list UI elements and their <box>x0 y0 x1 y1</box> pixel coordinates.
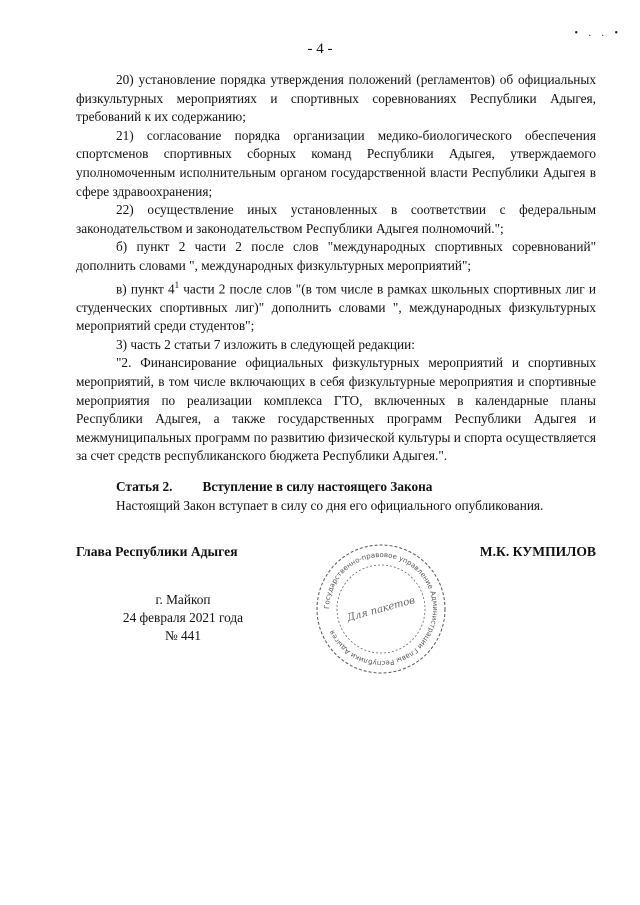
paragraph-item-3: 3) часть 2 статьи 7 изложить в следующей редакции: <box>116 336 415 352</box>
corner-marks: • . . • <box>574 28 622 39</box>
paragraph-item-20: 20) установление порядка утверждения положений (регламентов) об официальных физкультурных мероприятиях и спортивных соревнованиях Республики Адыгея, требований к их содержанию; <box>76 72 596 125</box>
article-text: Настоящий Закон вступает в силу со дня его официального опубликования. <box>116 497 544 513</box>
page-number: - 4 - <box>307 41 333 57</box>
article-heading <box>76 478 596 497</box>
signatory-position: Глава Республики Адыгея <box>76 544 238 559</box>
stamp-inner-text: Для пакетов <box>345 595 417 624</box>
item-v-rest: части 2 после слов "(в том числе в рамках школьных спортивных лиг и студенческих спортивных лиг)" дополнить словами ", международных физкультурных мероприятий среди студентов"; <box>76 280 596 334</box>
paragraph-item-b: б) пункт 2 части 2 после слов "международных спортивных соревнований" дополнить словами ", международных физкультурных мероприятий"; <box>76 239 596 273</box>
place-and-date <box>108 591 258 645</box>
city: г. Майкоп <box>155 592 211 607</box>
signatory-name: М.К. КУМПИЛОВ <box>479 544 596 559</box>
paragraph-financing: "2. Финансирование официальных физкультурных мероприятий и спортивных мероприятий, в том числе включающих в себя физкультурные мероприятия и спортивные мероприятия по реализации комплекса ГТО, включенных в календарные планы Республики Адыгея, а также государственных программ Республики Адыгея и межмуниципальных программ по развитию физической культуры и спорта осуществляется за счет средств республиканского бюджета Республики Адыгея.". <box>76 355 596 464</box>
date: 24 февраля 2021 года <box>122 610 244 625</box>
paragraph-item-22: 22) осуществление иных установленных в соответствии с федеральным законодательством и законодательством Республики Адыгея полномочий."; <box>76 202 596 236</box>
law-number: № 441 <box>165 628 201 643</box>
article-2 <box>76 478 596 515</box>
paragraph-item-21: 21) согласование порядка организации медико-биологического обеспечения спортсменов спортивных сборных команд Республики Адыгея, утверждаемого уполномоченным исполнительным органом государственной власти Республики Адыгея в сфере здравоохранения; <box>76 127 596 199</box>
item-v-prefix: в) пункт 4 <box>116 280 175 296</box>
paragraph-item-v <box>76 276 596 336</box>
official-stamp <box>312 540 450 678</box>
item-v-superscript: 1 <box>174 279 180 290</box>
article-title: Вступление в силу настоящего Закона <box>202 479 433 494</box>
document-body <box>76 71 596 466</box>
stamp-ring-text: Государственно-правовое управление Администрации Главы Республики Адыгея <box>322 550 440 668</box>
article-label: Статья 2. <box>116 479 173 494</box>
